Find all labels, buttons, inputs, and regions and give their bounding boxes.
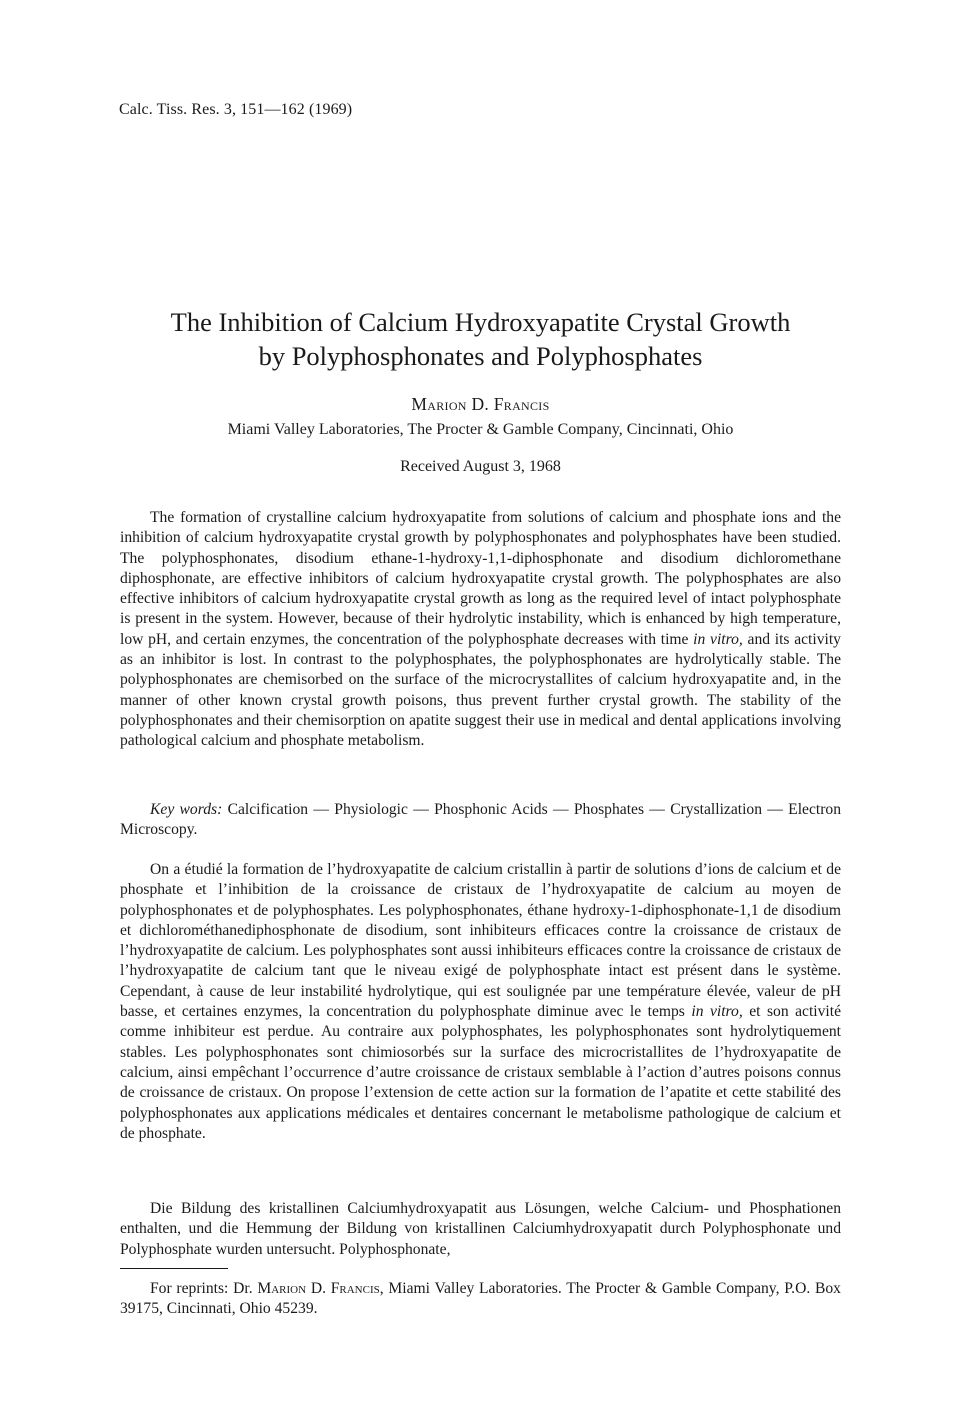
abstract-french	[120, 860, 841, 1144]
footnote-prefix: For reprints: Dr.	[150, 1280, 258, 1297]
title-line-2: by Polyphosphonates and Polyphosphates	[258, 341, 703, 371]
abstract-text-2: and its activity as an inhibitor is lost. In contrast to the polyphosphates, the polyphosphonates are hydrolytically stable. The polyphosphonates are chemisorbed on the surface of the microcrystallites of calcium hydroxyapatite and, in the manner of other known crystal growth poisons, thus prevent further crystal growth. The stability of the polyphosphonates and their chemisorption on apatite suggest their use in medical and dental applications involving pathological calcium and phosphate metabolism.	[120, 630, 841, 750]
title-line-1: The Inhibition of Calcium Hydroxyapatite Crystal Growth	[170, 307, 791, 337]
footnote-suffix: , Miami Valley Laboratories. The Procter & Gamble Company, P.O. Box 39175, Cincinnati, Ohio 45239.	[120, 1280, 841, 1318]
keywords	[120, 800, 841, 841]
french-text-1: On a étudié la formation de l’hydroxyapatite de calcium cristallin à partir de solutions d’ions de calcium et de phosphate et l’inhibition de la croissance de cristaux de l’hydroxyapatite de calcium au moyen de polyphosphonates et de polyphosphates. Les polyphosphonates, éthane hydroxy-1-diphosphonate-1,1 de disodium et dichlorométhanediphosphonate de disodium, sont inhibiteurs efficaces contre la croissance de cristaux de l’hydroxyapatite de calcium. Les polyphosphates sont aussi inhibiteurs efficaces contre la croissance de cristaux de l’hydroxyapatite de calcium tant que le niveau exigé de polyphosphate intact est présent dans le système. Cependant, à cause de leur instabilité hydrolytique, qui est soulignée par une température élevée, valeur de pH basse, et certaines enzymes, la concentration du polyphosphate diminue avec le temps	[120, 861, 841, 1021]
abstract-english	[120, 508, 841, 752]
abstract-german: Die Bildung des kristallinen Calciumhydroxyapatit aus Lösungen, welche Calcium- und Phosphationen enthalten, und die Hemmung der Bildung von kristallinen Calciumhydroxyapatit durch Polyphosphonate und Polyphosphate wurden untersucht. Polyphosphonate,	[120, 1200, 841, 1258]
french-italic-in-vitro: in vitro,	[691, 1003, 743, 1021]
keywords-label: Key words:	[150, 801, 223, 818]
author-affiliation: Miami Valley Laboratories, The Procter & Gamble Company, Cincinnati, Ohio	[227, 421, 734, 438]
author-name: Marion D. Francis	[411, 394, 550, 414]
abstract-italic-in-vitro: in vitro,	[693, 630, 743, 648]
footnote-author-name: Marion D. Francis	[257, 1280, 380, 1297]
article-title	[100, 305, 861, 373]
french-text-2: et son activité comme inhibiteur est perdue. Au contraire aux polyphosphates, les polyphosphonates sont hydrolytiquement stables. Les polyphosphonates sont chimiosorbés sur la surface des microcristallites de l’hydroxyapatite de calcium, ainsi empêchant l’occurrence d’autre croissance de cristaux semblable à l’action d’autres poisons connus de croissance de cristaux. On propose l’extension de cette action sur la formation de l’apatite et cette stabilité des polyphosphonates aux applications médicales et dentaires concernant le metabolisme pathologique de calcium et de phosphate.	[120, 1003, 841, 1142]
journal-reference: Calc. Tiss. Res. 3, 151—162 (1969)	[119, 101, 353, 118]
abstract-text-1: The formation of crystalline calcium hydroxyapatite from solutions of calcium and phosphate ions and the inhibition of calcium hydroxyapatite crystal growth by polyphosphonates and polyphosphates have been studied. The polyphosphonates, disodium ethane-1-hydroxy-1,1-diphosphonate and disodium dichloromethane diphosphonate, are effective inhibitors of calcium hydroxyapatite crystal growth. The polyphosphates are also effective inhibitors of calcium hydroxyapatite crystal growth as long as the required level of intact polyphosphate is present in the system. However, because of their hydrolytic instability, which is enhanced by high temperature, low pH, and certain enzymes, the concentration of the polyphosphate decreases with time	[120, 509, 841, 648]
footnote-divider	[120, 1268, 228, 1269]
keywords-text: Calcification — Physiologic — Phosphonic Acids — Phosphates — Crystallization — Electron Microscopy.	[120, 801, 841, 839]
footnote-reprints	[120, 1279, 841, 1320]
received-date: Received August 3, 1968	[400, 458, 561, 475]
